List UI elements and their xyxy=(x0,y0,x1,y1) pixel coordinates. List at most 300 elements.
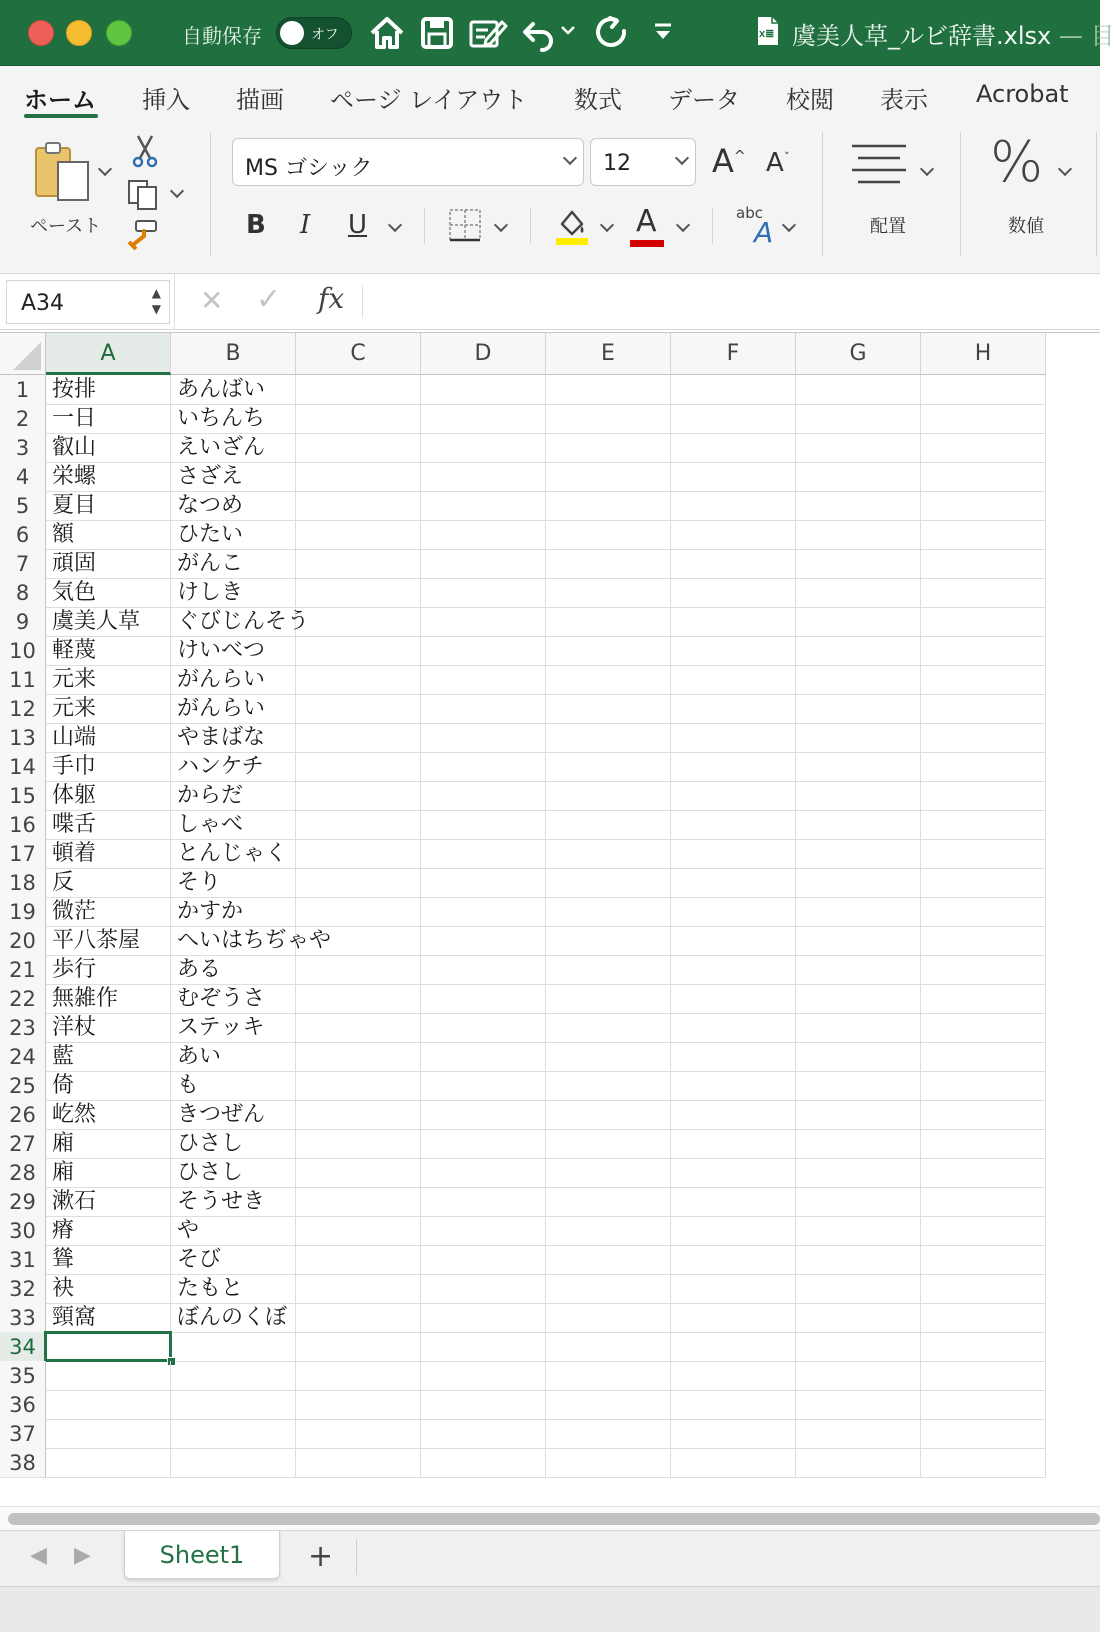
cell-d9[interactable] xyxy=(421,607,546,637)
cell-c29[interactable] xyxy=(296,1187,421,1217)
cell-d37[interactable] xyxy=(421,1419,546,1449)
row-header[interactable]: 8 xyxy=(0,578,46,608)
cell-e13[interactable] xyxy=(546,723,671,753)
cell-h20[interactable] xyxy=(921,926,1046,956)
cell-c22[interactable] xyxy=(296,984,421,1014)
cell-e6[interactable] xyxy=(546,520,671,550)
cell-h26[interactable] xyxy=(921,1100,1046,1130)
cell-c20[interactable] xyxy=(296,926,421,956)
cell-g19[interactable] xyxy=(796,897,921,927)
cell-c33[interactable] xyxy=(296,1303,421,1333)
column-header-a[interactable]: A xyxy=(46,333,171,375)
cell-b14[interactable]: ハンケチ xyxy=(171,752,296,782)
scrollbar-thumb[interactable] xyxy=(8,1513,1100,1525)
cell-c3[interactable] xyxy=(296,433,421,463)
column-header-c[interactable]: C xyxy=(296,333,421,375)
cell-a5[interactable]: 夏目 xyxy=(46,491,171,521)
cell-f5[interactable] xyxy=(671,491,796,521)
cell-c37[interactable] xyxy=(296,1419,421,1449)
cell-c23[interactable] xyxy=(296,1013,421,1043)
cell-b15[interactable]: からだ xyxy=(171,781,296,811)
tab-acrobat[interactable]: Acrobat xyxy=(976,80,1069,108)
cell-b10[interactable]: けいべつ xyxy=(171,636,296,666)
cell-a12[interactable]: 元来 xyxy=(46,694,171,724)
cell-d25[interactable] xyxy=(421,1071,546,1101)
cell-b38[interactable] xyxy=(171,1448,296,1478)
cell-c15[interactable] xyxy=(296,781,421,811)
cell-c34[interactable] xyxy=(296,1332,421,1362)
row-header[interactable]: 27 xyxy=(0,1129,46,1159)
row-header[interactable]: 23 xyxy=(0,1013,46,1043)
cell-d10[interactable] xyxy=(421,636,546,666)
cell-e17[interactable] xyxy=(546,839,671,869)
cell-d22[interactable] xyxy=(421,984,546,1014)
cell-a11[interactable]: 元来 xyxy=(46,665,171,695)
row-header[interactable]: 12 xyxy=(0,694,46,724)
cell-d33[interactable] xyxy=(421,1303,546,1333)
cell-f12[interactable] xyxy=(671,694,796,724)
bold-button[interactable]: B xyxy=(246,210,266,240)
cell-d36[interactable] xyxy=(421,1390,546,1420)
tab-review[interactable]: 校閲 xyxy=(786,86,834,114)
cell-c17[interactable] xyxy=(296,839,421,869)
row-header[interactable]: 37 xyxy=(0,1419,46,1449)
paste-dropdown-chevron-icon[interactable] xyxy=(98,162,112,176)
column-header-f[interactable]: F xyxy=(671,333,796,375)
cell-b12[interactable]: がんらい xyxy=(171,694,296,724)
cell-a21[interactable]: 歩行 xyxy=(46,955,171,985)
cell-h6[interactable] xyxy=(921,520,1046,550)
cell-a2[interactable]: 一日 xyxy=(46,404,171,434)
cell-g11[interactable] xyxy=(796,665,921,695)
cell-f37[interactable] xyxy=(671,1419,796,1449)
cell-e1[interactable] xyxy=(546,375,671,405)
cell-b11[interactable]: がんらい xyxy=(171,665,296,695)
cell-e10[interactable] xyxy=(546,636,671,666)
cell-b37[interactable] xyxy=(171,1419,296,1449)
cell-b7[interactable]: がんこ xyxy=(171,549,296,579)
cell-d35[interactable] xyxy=(421,1361,546,1391)
column-header-g[interactable]: G xyxy=(796,333,921,375)
cell-e28[interactable] xyxy=(546,1158,671,1188)
cell-f31[interactable] xyxy=(671,1245,796,1275)
cell-h32[interactable] xyxy=(921,1274,1046,1304)
cell-c8[interactable] xyxy=(296,578,421,608)
cell-c16[interactable] xyxy=(296,810,421,840)
confirm-entry-icon[interactable]: ✓ xyxy=(256,282,282,317)
row-header[interactable]: 31 xyxy=(0,1245,46,1275)
cell-b20[interactable]: へいはちぢゃや xyxy=(171,926,296,956)
alignment-chevron-icon[interactable] xyxy=(920,162,934,176)
cell-a23[interactable]: 洋杖 xyxy=(46,1013,171,1043)
cell-h8[interactable] xyxy=(921,578,1046,608)
cell-h3[interactable] xyxy=(921,433,1046,463)
cell-g2[interactable] xyxy=(796,404,921,434)
column-header-h[interactable]: H xyxy=(921,333,1046,375)
cell-b28[interactable]: ひさし xyxy=(171,1158,296,1188)
cell-d17[interactable] xyxy=(421,839,546,869)
cell-c18[interactable] xyxy=(296,868,421,898)
cell-a15[interactable]: 体躯 xyxy=(46,781,171,811)
row-header[interactable]: 11 xyxy=(0,665,46,695)
cell-c14[interactable] xyxy=(296,752,421,782)
cell-b16[interactable]: しゃべ xyxy=(171,810,296,840)
cell-d8[interactable] xyxy=(421,578,546,608)
row-header[interactable]: 18 xyxy=(0,868,46,898)
cell-e35[interactable] xyxy=(546,1361,671,1391)
row-header[interactable]: 13 xyxy=(0,723,46,753)
cell-a24[interactable]: 藍 xyxy=(46,1042,171,1072)
cell-f30[interactable] xyxy=(671,1216,796,1246)
cell-a27[interactable]: 廂 xyxy=(46,1129,171,1159)
fill-color-chevron-icon[interactable] xyxy=(600,218,614,232)
cut-icon[interactable] xyxy=(130,134,160,172)
cell-f25[interactable] xyxy=(671,1071,796,1101)
font-name-select[interactable] xyxy=(232,138,584,186)
row-header[interactable]: 14 xyxy=(0,752,46,782)
cell-d27[interactable] xyxy=(421,1129,546,1159)
cell-e34[interactable] xyxy=(546,1332,671,1362)
cell-c19[interactable] xyxy=(296,897,421,927)
cell-a4[interactable]: 栄螺 xyxy=(46,462,171,492)
cell-e21[interactable] xyxy=(546,955,671,985)
cell-b9[interactable]: ぐびじんそう xyxy=(171,607,296,637)
cell-h17[interactable] xyxy=(921,839,1046,869)
cell-h18[interactable] xyxy=(921,868,1046,898)
cell-f18[interactable] xyxy=(671,868,796,898)
cell-b34[interactable] xyxy=(171,1332,296,1362)
cell-h34[interactable] xyxy=(921,1332,1046,1362)
borders-icon[interactable] xyxy=(448,208,482,246)
paste-icon[interactable] xyxy=(32,140,96,206)
cell-c36[interactable] xyxy=(296,1390,421,1420)
cell-c24[interactable] xyxy=(296,1042,421,1072)
cell-b4[interactable]: さざえ xyxy=(171,462,296,492)
cell-h5[interactable] xyxy=(921,491,1046,521)
row-header[interactable]: 26 xyxy=(0,1100,46,1130)
cell-d12[interactable] xyxy=(421,694,546,724)
cell-g28[interactable] xyxy=(796,1158,921,1188)
cell-c25[interactable] xyxy=(296,1071,421,1101)
cell-h29[interactable] xyxy=(921,1187,1046,1217)
row-header[interactable]: 32 xyxy=(0,1274,46,1304)
cell-b3[interactable]: えいざん xyxy=(171,433,296,463)
cell-f10[interactable] xyxy=(671,636,796,666)
cell-c5[interactable] xyxy=(296,491,421,521)
row-header[interactable]: 9 xyxy=(0,607,46,637)
cell-d1[interactable] xyxy=(421,375,546,405)
number-format-chevron-icon[interactable] xyxy=(1058,162,1072,176)
edit-document-icon[interactable] xyxy=(468,14,508,52)
cell-b25[interactable]: も xyxy=(171,1071,296,1101)
cell-g13[interactable] xyxy=(796,723,921,753)
cell-e5[interactable] xyxy=(546,491,671,521)
cell-e9[interactable] xyxy=(546,607,671,637)
cell-e16[interactable] xyxy=(546,810,671,840)
cell-h24[interactable] xyxy=(921,1042,1046,1072)
cell-b23[interactable]: ステッキ xyxy=(171,1013,296,1043)
row-header[interactable]: 28 xyxy=(0,1158,46,1188)
cell-g24[interactable] xyxy=(796,1042,921,1072)
phonetic-chevron-icon[interactable] xyxy=(782,218,796,232)
cell-d32[interactable] xyxy=(421,1274,546,1304)
cell-g25[interactable] xyxy=(796,1071,921,1101)
font-color-chevron-icon[interactable] xyxy=(676,218,690,232)
cell-a31[interactable]: 聳 xyxy=(46,1245,171,1275)
save-icon[interactable] xyxy=(420,14,454,52)
cell-a9[interactable]: 虞美人草 xyxy=(46,607,171,637)
cell-h22[interactable] xyxy=(921,984,1046,1014)
fill-color-icon[interactable] xyxy=(554,206,590,252)
tab-page-layout[interactable]: ページ レイアウト xyxy=(330,86,528,114)
cell-g29[interactable] xyxy=(796,1187,921,1217)
previous-sheet-icon[interactable]: ◀ xyxy=(30,1543,47,1568)
cell-h38[interactable] xyxy=(921,1448,1046,1478)
cell-h15[interactable] xyxy=(921,781,1046,811)
cell-e36[interactable] xyxy=(546,1390,671,1420)
row-header[interactable]: 33 xyxy=(0,1303,46,1333)
borders-chevron-icon[interactable] xyxy=(494,218,508,232)
cell-b18[interactable]: そり xyxy=(171,868,296,898)
cell-g22[interactable] xyxy=(796,984,921,1014)
cell-a3[interactable]: 叡山 xyxy=(46,433,171,463)
cell-c38[interactable] xyxy=(296,1448,421,1478)
cell-a37[interactable] xyxy=(46,1419,171,1449)
grow-font-button[interactable]: A^ xyxy=(712,142,746,180)
cell-g15[interactable] xyxy=(796,781,921,811)
cell-e12[interactable] xyxy=(546,694,671,724)
cell-f38[interactable] xyxy=(671,1448,796,1478)
cell-c7[interactable] xyxy=(296,549,421,579)
cell-h37[interactable] xyxy=(921,1419,1046,1449)
cell-d30[interactable] xyxy=(421,1216,546,1246)
cell-d5[interactable] xyxy=(421,491,546,521)
cell-e37[interactable] xyxy=(546,1419,671,1449)
cell-a35[interactable] xyxy=(46,1361,171,1391)
tab-draw[interactable]: 描画 xyxy=(236,86,284,114)
cell-g14[interactable] xyxy=(796,752,921,782)
cell-a26[interactable]: 屹然 xyxy=(46,1100,171,1130)
column-header-e[interactable]: E xyxy=(546,333,671,375)
cell-f8[interactable] xyxy=(671,578,796,608)
name-box[interactable] xyxy=(6,280,170,324)
cell-f17[interactable] xyxy=(671,839,796,869)
row-header[interactable]: 22 xyxy=(0,984,46,1014)
cell-g35[interactable] xyxy=(796,1361,921,1391)
phonetic-guide-button[interactable] xyxy=(734,204,778,248)
cell-g3[interactable] xyxy=(796,433,921,463)
cell-a36[interactable] xyxy=(46,1390,171,1420)
cell-c28[interactable] xyxy=(296,1158,421,1188)
cell-f21[interactable] xyxy=(671,955,796,985)
spreadsheet-grid[interactable] xyxy=(0,332,1100,1506)
cell-d28[interactable] xyxy=(421,1158,546,1188)
cell-e24[interactable] xyxy=(546,1042,671,1072)
cell-d11[interactable] xyxy=(421,665,546,695)
customize-toolbar-icon[interactable] xyxy=(652,22,674,60)
cell-e23[interactable] xyxy=(546,1013,671,1043)
cell-g21[interactable] xyxy=(796,955,921,985)
cell-f9[interactable] xyxy=(671,607,796,637)
next-sheet-icon[interactable]: ▶ xyxy=(74,1543,91,1568)
cell-f1[interactable] xyxy=(671,375,796,405)
cell-h31[interactable] xyxy=(921,1245,1046,1275)
cell-f2[interactable] xyxy=(671,404,796,434)
cell-b22[interactable]: むぞうさ xyxy=(171,984,296,1014)
cell-b35[interactable] xyxy=(171,1361,296,1391)
name-box-stepper-icon[interactable]: ▲ ▼ xyxy=(151,286,161,316)
cell-d38[interactable] xyxy=(421,1448,546,1478)
cell-f28[interactable] xyxy=(671,1158,796,1188)
cell-a6[interactable]: 額 xyxy=(46,520,171,550)
cell-d2[interactable] xyxy=(421,404,546,434)
cell-g8[interactable] xyxy=(796,578,921,608)
cell-a1[interactable]: 按排 xyxy=(46,375,171,405)
cell-e20[interactable] xyxy=(546,926,671,956)
cell-e26[interactable] xyxy=(546,1100,671,1130)
cell-g38[interactable] xyxy=(796,1448,921,1478)
cell-a32[interactable]: 袂 xyxy=(46,1274,171,1304)
cell-a8[interactable]: 気色 xyxy=(46,578,171,608)
cell-e30[interactable] xyxy=(546,1216,671,1246)
cell-a13[interactable]: 山端 xyxy=(46,723,171,753)
row-header[interactable]: 5 xyxy=(0,491,46,521)
cell-g6[interactable] xyxy=(796,520,921,550)
cell-b36[interactable] xyxy=(171,1390,296,1420)
row-header[interactable]: 19 xyxy=(0,897,46,927)
row-header[interactable]: 25 xyxy=(0,1071,46,1101)
cell-d21[interactable] xyxy=(421,955,546,985)
cell-d18[interactable] xyxy=(421,868,546,898)
cell-h36[interactable] xyxy=(921,1390,1046,1420)
cell-h28[interactable] xyxy=(921,1158,1046,1188)
cell-f29[interactable] xyxy=(671,1187,796,1217)
cell-d14[interactable] xyxy=(421,752,546,782)
cell-g1[interactable] xyxy=(796,375,921,405)
cell-b1[interactable]: あんばい xyxy=(171,375,296,405)
cell-a17[interactable]: 頓着 xyxy=(46,839,171,869)
cell-c4[interactable] xyxy=(296,462,421,492)
cell-a33[interactable]: 頸窩 xyxy=(46,1303,171,1333)
cell-e7[interactable] xyxy=(546,549,671,579)
redo-icon[interactable] xyxy=(594,14,630,52)
cell-g9[interactable] xyxy=(796,607,921,637)
row-header[interactable]: 2 xyxy=(0,404,46,434)
cell-f32[interactable] xyxy=(671,1274,796,1304)
cell-e27[interactable] xyxy=(546,1129,671,1159)
cell-c26[interactable] xyxy=(296,1100,421,1130)
cell-a16[interactable]: 喋舌 xyxy=(46,810,171,840)
cell-a20[interactable]: 平八茶屋 xyxy=(46,926,171,956)
cell-c35[interactable] xyxy=(296,1361,421,1391)
cell-h30[interactable] xyxy=(921,1216,1046,1246)
cell-f33[interactable] xyxy=(671,1303,796,1333)
cell-e31[interactable] xyxy=(546,1245,671,1275)
font-color-button[interactable] xyxy=(630,204,666,248)
cell-e14[interactable] xyxy=(546,752,671,782)
cell-f27[interactable] xyxy=(671,1129,796,1159)
row-header[interactable]: 3 xyxy=(0,433,46,463)
cell-d24[interactable] xyxy=(421,1042,546,1072)
cell-g17[interactable] xyxy=(796,839,921,869)
copy-dropdown-chevron-icon[interactable] xyxy=(170,184,184,198)
cell-g4[interactable] xyxy=(796,462,921,492)
cell-e29[interactable] xyxy=(546,1187,671,1217)
cell-f4[interactable] xyxy=(671,462,796,492)
cell-c12[interactable] xyxy=(296,694,421,724)
cell-e11[interactable] xyxy=(546,665,671,695)
cell-d29[interactable] xyxy=(421,1187,546,1217)
cell-h1[interactable] xyxy=(921,375,1046,405)
row-header[interactable]: 1 xyxy=(0,375,46,405)
row-header[interactable]: 20 xyxy=(0,926,46,956)
column-header-d[interactable]: D xyxy=(421,333,546,375)
cell-c30[interactable] xyxy=(296,1216,421,1246)
cell-b31[interactable]: そび xyxy=(171,1245,296,1275)
cell-c32[interactable] xyxy=(296,1274,421,1304)
row-header[interactable]: 10 xyxy=(0,636,46,666)
cell-h25[interactable] xyxy=(921,1071,1046,1101)
cell-h19[interactable] xyxy=(921,897,1046,927)
horizontal-scrollbar[interactable] xyxy=(0,1506,1100,1530)
underline-chevron-icon[interactable] xyxy=(388,218,402,232)
cell-b26[interactable]: きつぜん xyxy=(171,1100,296,1130)
cell-d13[interactable] xyxy=(421,723,546,753)
cell-c31[interactable] xyxy=(296,1245,421,1275)
cell-h13[interactable] xyxy=(921,723,1046,753)
cell-b30[interactable]: や xyxy=(171,1216,296,1246)
row-header[interactable]: 16 xyxy=(0,810,46,840)
cell-a19[interactable]: 微茫 xyxy=(46,897,171,927)
cell-h14[interactable] xyxy=(921,752,1046,782)
row-header[interactable]: 35 xyxy=(0,1361,46,1391)
cell-f26[interactable] xyxy=(671,1100,796,1130)
cell-c11[interactable] xyxy=(296,665,421,695)
cell-a25[interactable]: 倚 xyxy=(46,1071,171,1101)
cell-h11[interactable] xyxy=(921,665,1046,695)
cell-e8[interactable] xyxy=(546,578,671,608)
cell-f7[interactable] xyxy=(671,549,796,579)
cell-f3[interactable] xyxy=(671,433,796,463)
cell-d26[interactable] xyxy=(421,1100,546,1130)
cell-h9[interactable] xyxy=(921,607,1046,637)
row-header[interactable]: 21 xyxy=(0,955,46,985)
cell-f16[interactable] xyxy=(671,810,796,840)
cell-e15[interactable] xyxy=(546,781,671,811)
row-header[interactable]: 24 xyxy=(0,1042,46,1072)
cancel-entry-icon[interactable]: ✕ xyxy=(200,284,224,317)
cell-f20[interactable] xyxy=(671,926,796,956)
row-header[interactable]: 38 xyxy=(0,1448,46,1478)
cell-c27[interactable] xyxy=(296,1129,421,1159)
sheet-tab-sheet1[interactable] xyxy=(124,1531,280,1579)
cell-f14[interactable] xyxy=(671,752,796,782)
zoom-window-button[interactable] xyxy=(106,20,132,46)
cell-g33[interactable] xyxy=(796,1303,921,1333)
cell-h2[interactable] xyxy=(921,404,1046,434)
cell-f34[interactable] xyxy=(671,1332,796,1362)
cell-c1[interactable] xyxy=(296,375,421,405)
cell-b27[interactable]: ひさし xyxy=(171,1129,296,1159)
cell-e19[interactable] xyxy=(546,897,671,927)
cell-g7[interactable] xyxy=(796,549,921,579)
cell-b17[interactable]: とんじゃく xyxy=(171,839,296,869)
undo-icon[interactable] xyxy=(520,14,556,52)
cell-f22[interactable] xyxy=(671,984,796,1014)
cell-f11[interactable] xyxy=(671,665,796,695)
cell-c10[interactable] xyxy=(296,636,421,666)
alignment-icon[interactable] xyxy=(850,142,908,190)
